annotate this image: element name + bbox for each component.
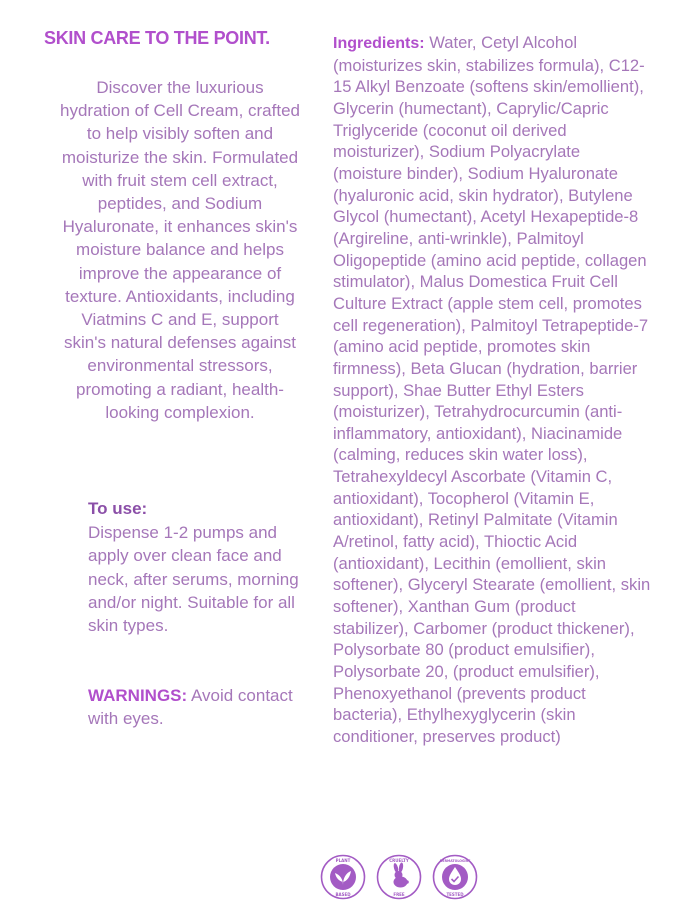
plant-based-badge-icon: [320, 854, 366, 900]
warnings-text: Avoid contact with eyes.: [88, 686, 293, 729]
usage-section: [88, 498, 318, 637]
dermatologist-tested-badge-icon: [432, 854, 478, 900]
warnings-heading: WARNINGS:: [88, 686, 188, 705]
badge-top-label: CRUELTY: [389, 858, 409, 864]
badge-top-label: DERMATOLOGIST: [439, 859, 471, 864]
usage-heading: To use:: [88, 499, 148, 518]
badge-bottom-label: FREE: [393, 892, 405, 897]
badge-bottom-label: BASED: [335, 892, 351, 897]
ingredients-section: [333, 32, 651, 748]
warnings-section: [88, 684, 318, 730]
ingredients-text: Water, Cetyl Alcohol (moisturizes skin, stabilizes formula), C12-15 Alkyl Benzoate (softens skin/emollient), Glycerin (humectant), Caprylic/Capric Triglyceride (coconut oil derived moisturizer), Sodium Polyacrylate (moisture binder), Sodium Hyaluronate (hyaluronic acid, skin hydrator), Butylene Glycol (humectant), Acetyl Hexapeptide-8 (Argireline, anti-wrinkle), Palmitoyl Oligopeptide (amino acid peptide, collagen stimulator), Malus Domestica Fruit Cell Culture Extract (apple stem cell, promotes cell regeneration), Palmitoyl Tetrapeptide-7 (amino acid peptide, promotes skin firmness), Beta Glucan (hydration, barrier support), Shae Butter Ethyl Esters (moisturizer), Tetrahydrocurcumin (anti-inflammatory, antioxidant), Niacinamide (calming, reduces skin water loss), Tetrahexyldecyl Ascorbate (Vitamin C, antioxidant), Tocopherol (Vitamin E, antioxidant), Retinyl Palmitate (Vitamin A/retinol, fatty acid), Thioctic Acid (antioxidant), Lecithin (emollient, skin softener), Glyceryl Stearate (emollient, skin softener), Xanthan Gum (product stabilizer), Carbomer (product thickener), Polysorbate 80 (product emulsifier), Polysorbate 20, (product emulsifier), Phenoxyethanol (prevents product bacteria), Ethylhexyglycerin (skin conditioner, preserves product): [333, 33, 651, 746]
badge-bottom-label: TESTED: [446, 892, 464, 897]
cruelty-free-badge-icon: [376, 854, 422, 900]
badge-top-label: PLANT: [335, 858, 351, 864]
usage-text: Dispense 1-2 pumps and apply over clean face and neck, after serums, morning and/or night. Suitable for all skin types.: [88, 523, 299, 636]
product-description: Discover the luxurious hydration of Cell Cream, crafted to help visibly soften and moisturize the skin. Formulated with fruit stem cell extract, peptides, and Sodium Hyaluronate, it enhances skin's moisture balance and helps improve the appearance of texture. Antioxidants, including Viatmins C and E, support skin's natural defenses against environmental stressors, promoting a radiant, health-looking complexion.: [60, 78, 300, 422]
certification-badges: [318, 854, 488, 908]
ingredients-heading: Ingredients:: [333, 35, 425, 52]
brand-title: SKIN CARE TO THE POINT.: [44, 28, 270, 48]
